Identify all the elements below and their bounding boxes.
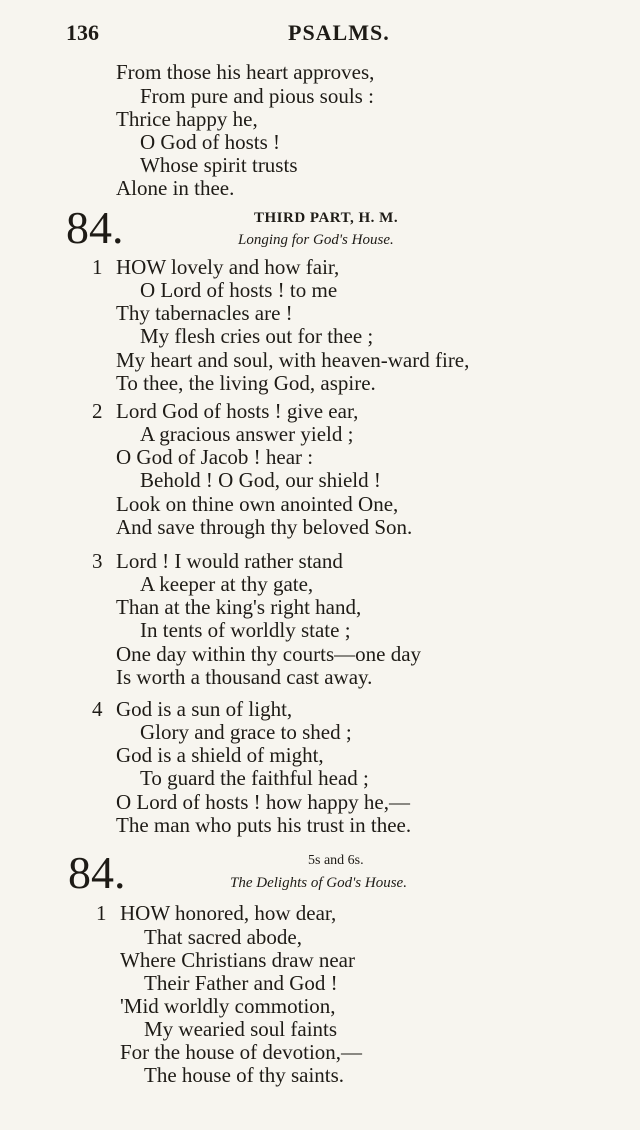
verse-line: The house of thy saints.	[144, 1063, 345, 1087]
verse-line: A keeper at thy gate,	[140, 572, 314, 596]
verse-line: The man who puts his trust in thee.	[116, 813, 412, 837]
verse-line: One day within thy courts—one day	[116, 642, 422, 666]
stanza-line: From those his heart approves,	[116, 60, 375, 84]
running-head: PSALMS.	[288, 20, 390, 45]
verse-line: To thee, the living God, aspire.	[116, 371, 376, 395]
page-number: 136	[66, 20, 99, 45]
verse-line: For the house of devotion,—	[120, 1040, 363, 1064]
hymn-subtitle: The Delights of God's House.	[230, 875, 407, 891]
hymn-number: 84.	[66, 202, 124, 253]
verse-line: My wearied soul faints	[144, 1017, 338, 1041]
verse-line: Lord God of hosts ! give ear,	[116, 399, 359, 423]
verse-line: To guard the faithful head ;	[140, 766, 369, 790]
verse-line: Look on thine own anointed One,	[116, 492, 399, 516]
verse-number: 1	[92, 255, 103, 279]
verse-line: Where Christians draw near	[120, 948, 355, 972]
verse-line: Thy tabernacles are !	[116, 301, 293, 325]
stanza-line: Alone in thee.	[116, 176, 235, 200]
hymn-meter: THIRD PART, H. M.	[254, 210, 399, 226]
verse-line: Behold ! O God, our shield !	[140, 468, 381, 492]
verse-line: God is a sun of light,	[116, 697, 293, 721]
verse-number: 2	[92, 399, 103, 423]
stanza-line: Thrice happy he,	[116, 107, 258, 131]
verse-line: In tents of worldly state ;	[140, 618, 351, 642]
verse-number: 1	[96, 901, 107, 925]
hymn-number: 84.	[68, 847, 126, 898]
verse-line: O Lord of hosts ! to me	[140, 278, 338, 302]
verse-line: Glory and grace to shed ;	[140, 720, 352, 744]
verse-line: My flesh cries out for thee ;	[140, 324, 374, 348]
verse-line: A gracious answer yield ;	[140, 422, 354, 446]
hymn-meter: 5s and 6s.	[308, 853, 364, 868]
stanza-line: Whose spirit trusts	[140, 153, 298, 177]
verse-line: HOW honored, how dear,	[120, 901, 337, 925]
verse-line: Is worth a thousand cast away.	[116, 665, 373, 689]
verse-line: HOW lovely and how fair,	[116, 255, 340, 279]
verse-line: God is a shield of might,	[116, 743, 324, 767]
verse-line: My heart and soul, with heaven-ward fire,	[116, 348, 470, 372]
verse-line: 'Mid worldly commotion,	[120, 994, 336, 1018]
verse-line: And save through thy beloved Son.	[116, 515, 413, 539]
verse-number: 4	[92, 697, 103, 721]
hymn-subtitle: Longing for God's House.	[238, 232, 394, 248]
page-header	[66, 20, 390, 50]
verse-number: 3	[92, 549, 103, 573]
verse-line: Their Father and God !	[144, 971, 338, 995]
verse-line: That sacred abode,	[144, 925, 303, 949]
verse-line: O Lord of hosts ! how happy he,—	[116, 790, 410, 814]
verse-line: Lord ! I would rather stand	[116, 549, 343, 573]
verse-line: Than at the king's right hand,	[116, 595, 362, 619]
verse-line: O God of Jacob ! hear :	[116, 445, 314, 469]
stanza-line: From pure and pious souls :	[140, 84, 374, 108]
stanza-line: O God of hosts !	[140, 130, 280, 154]
